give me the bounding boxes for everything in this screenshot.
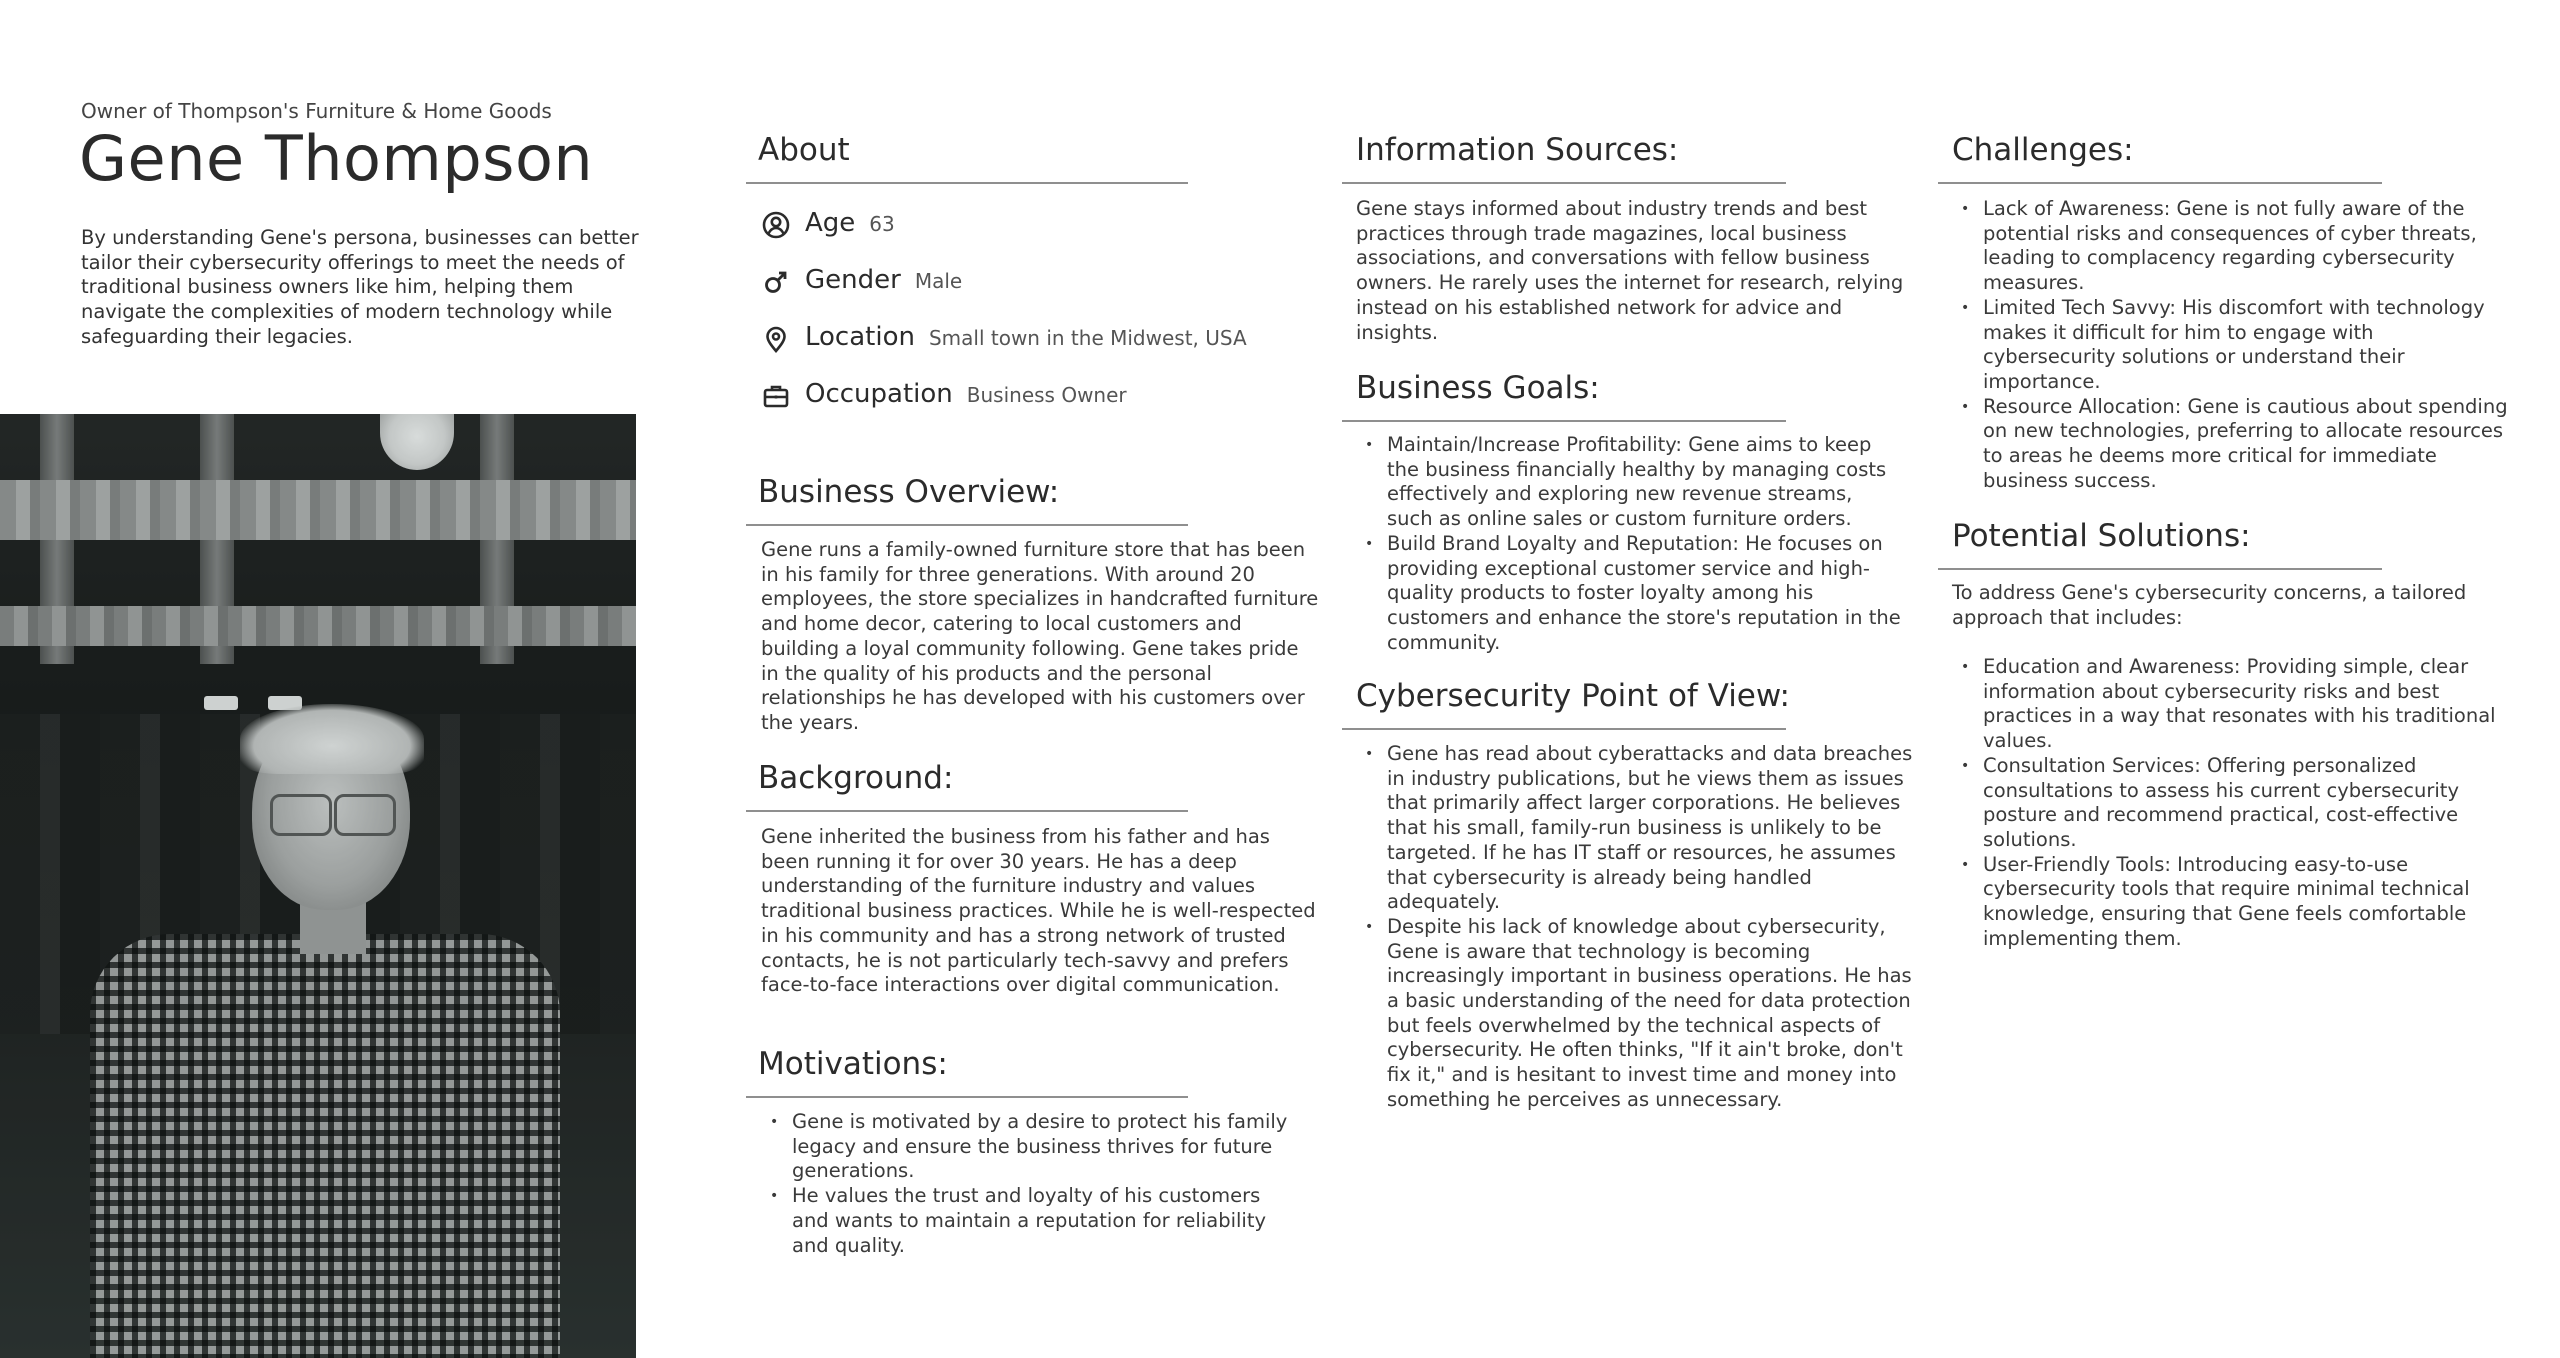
challenges-heading: Challenges: (1938, 132, 2382, 184)
location-value: Small town in the Midwest, USA (928, 326, 1247, 350)
potential-solutions-intro: To address Gene's cybersecurity concerns, a tailored approach that includes: (1952, 581, 2467, 629)
motivations-heading: Motivations: (746, 1046, 1188, 1098)
about-row-age (761, 208, 895, 242)
potential-solutions-list (1952, 655, 2497, 951)
business-goals-heading: Business Goals: (1342, 370, 1786, 422)
list-item: • Maintain/Increase Profitability: Gene aims to keep the business financially healthy by managing costs effectively and exploring new revenue streams, such as online sales or custom furniture orders. (1356, 433, 1901, 532)
list-item: • Resource Allocation: Gene is cautious about spending on new technologies, preferring to allocate resources to areas he deems more critical for immediate business success. (1952, 395, 2512, 494)
list-item: • Limited Tech Savvy: His discomfort with technology makes it difficult for him to engage with cybersecurity solutions or understand their importance. (1952, 296, 2512, 395)
persona-subtitle: Owner of Thompson's Furniture & Home Goods (81, 99, 552, 123)
persona-photo (0, 414, 636, 1358)
gender-label: Gender (805, 265, 901, 295)
business-goals-list (1356, 433, 1901, 655)
list-item: • Despite his lack of knowledge about cybersecurity, Gene is aware that technology is becoming increasingly important in business operations. He has a basic understanding of the need for data protection but feels overwhelmed by the technical aspects of cybersecurity. He often thinks, "If it ain't broke, don't fix it," and is hesitant to invest time and money into something he perceives as unnecessary. (1356, 915, 1916, 1113)
list-item: • Gene is motivated by a desire to protect his family legacy and ensure the business thrives for future generations. (761, 1110, 1301, 1184)
male-gender-icon (761, 267, 791, 297)
persona-intro: By understanding Gene's persona, businesses can better tailor their cybersecurity offerings to meet the needs of traditional business owners like him, helping them navigate the complexities of modern technology while safeguarding their legacies. (81, 226, 639, 348)
user-circle-icon (761, 210, 791, 240)
location-label: Location (805, 322, 915, 352)
occupation-value: Business Owner (966, 383, 1127, 407)
list-item: • Consultation Services: Offering personalized consultations to assess his current cybersecurity posture and recommend practical, cost-effective solutions. (1952, 754, 2497, 853)
potential-solutions-heading: Potential Solutions: (1938, 518, 2382, 570)
list-item: • Lack of Awareness: Gene is not fully aware of the potential risks and consequences of cyber threats, leading to complacency regarding cybersecurity measures. (1952, 197, 2512, 296)
list-item: • Education and Awareness: Providing simple, clear information about cybersecurity risks and best practices in a way that resonates with his traditional values. (1952, 655, 2497, 754)
about-row-gender (761, 265, 962, 299)
location-pin-icon (761, 324, 791, 354)
gender-value: Male (914, 269, 963, 293)
about-row-occupation (761, 379, 1127, 413)
list-item: • Build Brand Loyalty and Reputation: He focuses on providing exceptional customer service and high-quality products to foster loyalty among his customers and enhance the store's reputation in the community. (1356, 532, 1901, 656)
cybersecurity-pov-list (1356, 742, 1916, 1113)
list-item: • User-Friendly Tools: Introducing easy-to-use cybersecurity tools that require minimal technical knowledge, ensuring that Gene feels comfortable implementing them. (1952, 853, 2497, 952)
background-text: Gene inherited the business from his father and has been running it for over 30 years. He has a deep understanding of the furniture industry and values traditional business practices. While he is well-respected in his community and has a strong network of trusted contacts, he is not particularly tech-savvy and prefers face-to-face interactions over digital communication. (761, 825, 1316, 997)
motivations-list (761, 1110, 1301, 1258)
cybersecurity-pov-heading: Cybersecurity Point of View: (1342, 678, 1786, 730)
list-item: • Gene has read about cyberattacks and data breaches in industry publications, but he views them as issues that primarily affect larger corporations. He believes that his small, family-run business is unlikely to be targeted. If he has IT staff or resources, he assumes that cybersecurity is already being handled adequately. (1356, 742, 1916, 915)
briefcase-icon (761, 381, 791, 411)
occupation-label: Occupation (805, 379, 953, 409)
information-sources-heading: Information Sources: (1342, 132, 1786, 184)
list-item: • He values the trust and loyalty of his customers and wants to maintain a reputation for reliability and quality. (761, 1184, 1301, 1258)
persona-name: Gene Thompson (79, 122, 594, 195)
business-overview-heading: Business Overview: (746, 474, 1188, 526)
challenges-list (1952, 197, 2512, 493)
background-heading: Background: (746, 760, 1188, 812)
information-sources-text: Gene stays informed about industry trends and best practices through trade magazines, local business associations, and conversations with fellow business owners. He rarely uses the internet for research, relying instead on his established network for advice and insights. (1356, 197, 1904, 344)
age-value: 63 (869, 212, 895, 236)
about-row-location (761, 322, 1247, 356)
age-label: Age (805, 208, 856, 238)
business-overview-text: Gene runs a family-owned furniture store that has been in his family for three generations. With around 20 employees, the store specializes in handcrafted furniture and home decor, catering to local customers and building a loyal community following. Gene takes pride in the quality of his products and the personal relationships he has developed with his customers over the years. (761, 538, 1319, 734)
about-heading: About (746, 132, 1188, 184)
